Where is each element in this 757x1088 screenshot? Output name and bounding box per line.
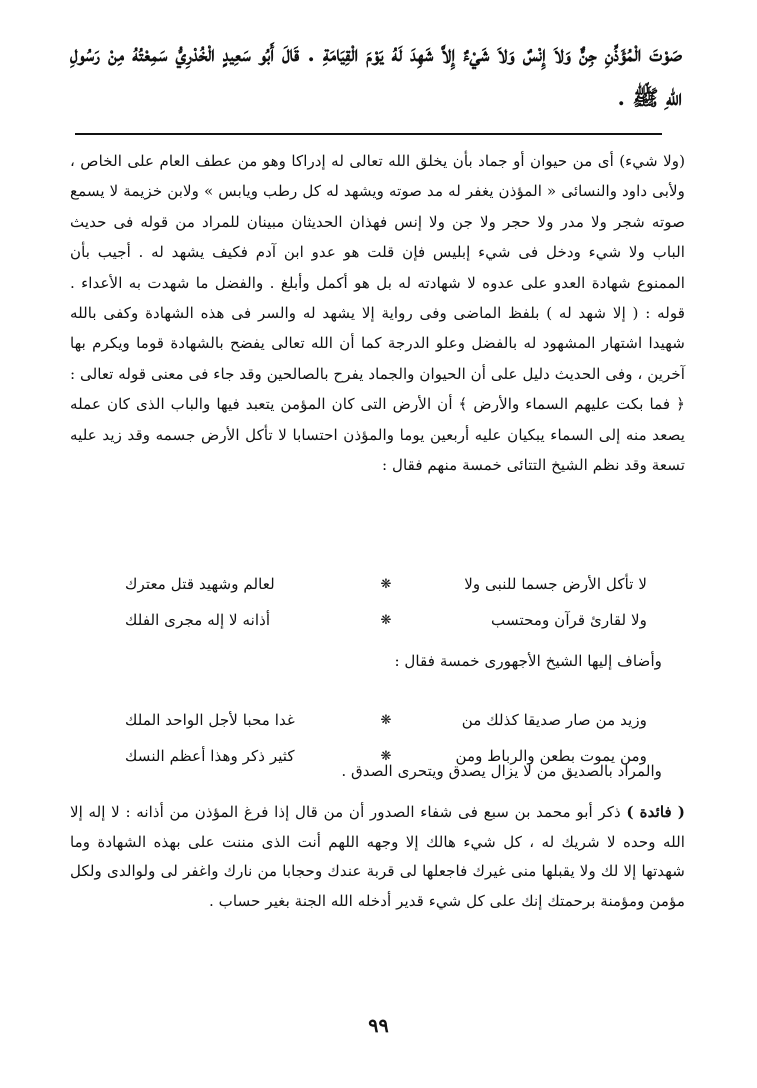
verse-first-hemistich: ومن يموت بطعن والرباط ومن: [455, 747, 647, 765]
page-number: ٩٩: [368, 1015, 389, 1037]
verse-second-hemistich: غدا محبا لأجل الواحد الملك: [125, 711, 295, 729]
verse-separator-icon: ❋: [380, 612, 392, 628]
benefit-paragraph: [70, 798, 685, 916]
verse-second-hemistich: لعالم وشهيد قتل معترك: [125, 575, 275, 593]
commentary-text: (ولا شيء) أى من حيوان أو جماد بأن يخلق الله تعالى له إدراكا وهو من عطف العام على الخاص ، ولأبى داود والنسائى « المؤذن يغفر له مد صوته ويشهد له كل رطب ويابس » ولابن خزيمة لا يسمع صوته شجر ولا مدر ولا حجر ولا جن ولا إنس فهذان الحديثان مبينان للمراد من قوله فى حديث الباب ولا شيء ودخل فى شيء إبليس فإن قلت هو عدو ابن آدم فكيف يشهد له . أجيب بأن الممنوع شهادة العدو على عدوه لا شهادته له بل هو أكمل وأبلغ . والفضل ما شهدت به الأعداء . قوله : ( إلا شهد له ) بلفظ الماضى وفى رواية إلا يشهد له والسر فى هذه الشهادة وكفى بالله شهيدا اشتهار المشهود له بالفضل وعلو الدرجة كما أن الله تعالى يفضح بالشهادة قوما ويكرم بها آخرين ، وفى الحديث دليل على أن الحيوان والجماد يفرح بالصالحين وقد جاء فى معنى قوله تعالى : ﴿ فما بكت عليهم السماء والأرض ﴾ أن الأرض التى كان المؤمن يتعبد فيها والباب الذى كان عمله يصعد منه إلى السماء يبكيان عليه أربعين يوما والمؤذن احتسابا لا تأكل الأرض جسمه وقد زيد عليه تسعة وقد نظم الشيخ التتائى خمسة منهم فقال :: [70, 152, 685, 475]
poem-verse: [125, 702, 647, 738]
verse-separator-icon: ❋: [380, 748, 392, 764]
verse-separator-icon: ❋: [380, 576, 392, 592]
poem-verse: [125, 566, 647, 602]
benefit-content: [70, 798, 685, 916]
poem-intro-line: وأضاف إليها الشيخ الأجهورى خمسة فقال :: [394, 652, 662, 670]
explanation-line: والمراد بالصديق من لا يزال يصدق ويتحرى الصدق .: [341, 762, 662, 780]
commentary-paragraph: [70, 146, 685, 480]
verse-first-hemistich: ولا لقارئ قرآن ومحتسب: [491, 611, 647, 629]
hadith-heading-text: صَوْتَ الْمُؤَذِّنِ جِنٌّ وَلاَ إِنْسٌ وَلاَ شَيْءٌ إِلاَّ شَهِدَ لَهُ يَوْمَ الْقِيَامَةِ . قَالَ أَبُو سَعِيدٍ الْخُدْرِيُّ سَمِعْتُهُ مِنْ رَسُولِ اللهِ ﷺ .: [70, 42, 682, 111]
verse-separator-icon: ❋: [380, 712, 392, 728]
verse-first-hemistich: وزيد من صار صديقا كذلك من: [461, 711, 647, 729]
poem-verse: [125, 602, 647, 638]
benefit-text: ذكر أبو محمد بن سبع فى شفاء الصدور أن من قال إذا فرغ المؤذن من أذانه : لا إله إلا الله وحده لا شريك له ، كل شيء هالك إلا وجهه اللهم أنت الذى مننت على بهذه الشهادة وما شهدتها إلا لك ولا يقبلها منى غيرك فاجعلها لى قربة عندك وحجابا من نارك واغفر لى ولوالدى ولكل مؤمن ومؤمنة برحمتك إنك على كل شيء قدير أدخله الله الجنة بغير حساب .: [70, 803, 685, 910]
poem-tatai: [125, 566, 647, 638]
verse-second-hemistich: أذانه لا إله مجرى الفلك: [125, 611, 271, 629]
verse-second-hemistich: كثير ذكر وهذا أعظم النسك: [125, 747, 295, 765]
verse-first-hemistich: لا تأكل الأرض جسما للنبى ولا: [464, 575, 647, 593]
section-divider: [75, 133, 662, 135]
hadith-heading: [70, 33, 682, 121]
benefit-label: ( فائدة ): [626, 803, 685, 821]
